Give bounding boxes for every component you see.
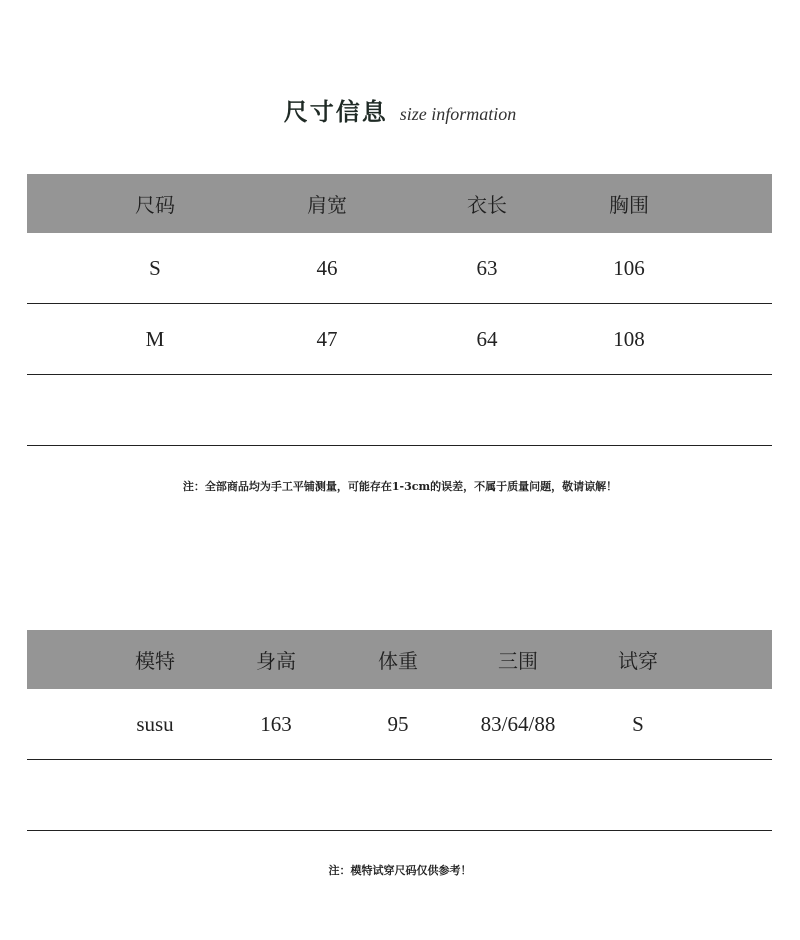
cell-size: S — [149, 255, 161, 280]
table-row-empty — [27, 375, 772, 446]
cell-chest: 106 — [613, 255, 645, 280]
cell-shoulder: 47 — [316, 326, 338, 351]
cell-model: susu — [136, 711, 174, 736]
title-english: size information — [399, 104, 517, 124]
cell-height: 163 — [260, 711, 292, 736]
table-row-empty — [27, 760, 772, 831]
cell-tried-size: S — [632, 711, 644, 736]
table-row — [27, 304, 772, 375]
size-table — [27, 174, 772, 446]
header-tried-size: 试穿 — [618, 649, 658, 673]
table-row — [27, 689, 772, 760]
title-chinese: 尺寸信息 — [283, 97, 388, 126]
table-row — [27, 233, 772, 304]
size-table-header — [27, 174, 772, 233]
cell-shoulder: 46 — [316, 255, 338, 280]
page-title — [0, 92, 800, 127]
header-weight: 体重 — [378, 649, 418, 673]
header-length: 衣长 — [467, 193, 507, 217]
header-height: 身高 — [256, 649, 296, 673]
size-note: 注：全部商品均为手工平铺测量，可能存在1-3cm的误差，不属于质量问题，敬请谅解！ — [182, 480, 618, 493]
model-table-header — [27, 630, 772, 689]
header-size: 尺码 — [135, 193, 175, 217]
cell-length: 64 — [476, 326, 498, 351]
model-note: 注：模特试穿尺码仅供参考！ — [328, 864, 472, 877]
header-shoulder: 肩宽 — [307, 193, 347, 217]
model-table — [27, 630, 772, 831]
header-chest: 胸围 — [609, 193, 649, 217]
cell-chest: 108 — [613, 326, 645, 351]
header-measurements: 三围 — [498, 649, 538, 673]
cell-measurements: 83/64/88 — [480, 711, 556, 736]
header-model: 模特 — [135, 649, 175, 673]
cell-size: M — [145, 326, 165, 351]
cell-length: 63 — [476, 255, 498, 280]
cell-weight: 95 — [387, 711, 409, 736]
